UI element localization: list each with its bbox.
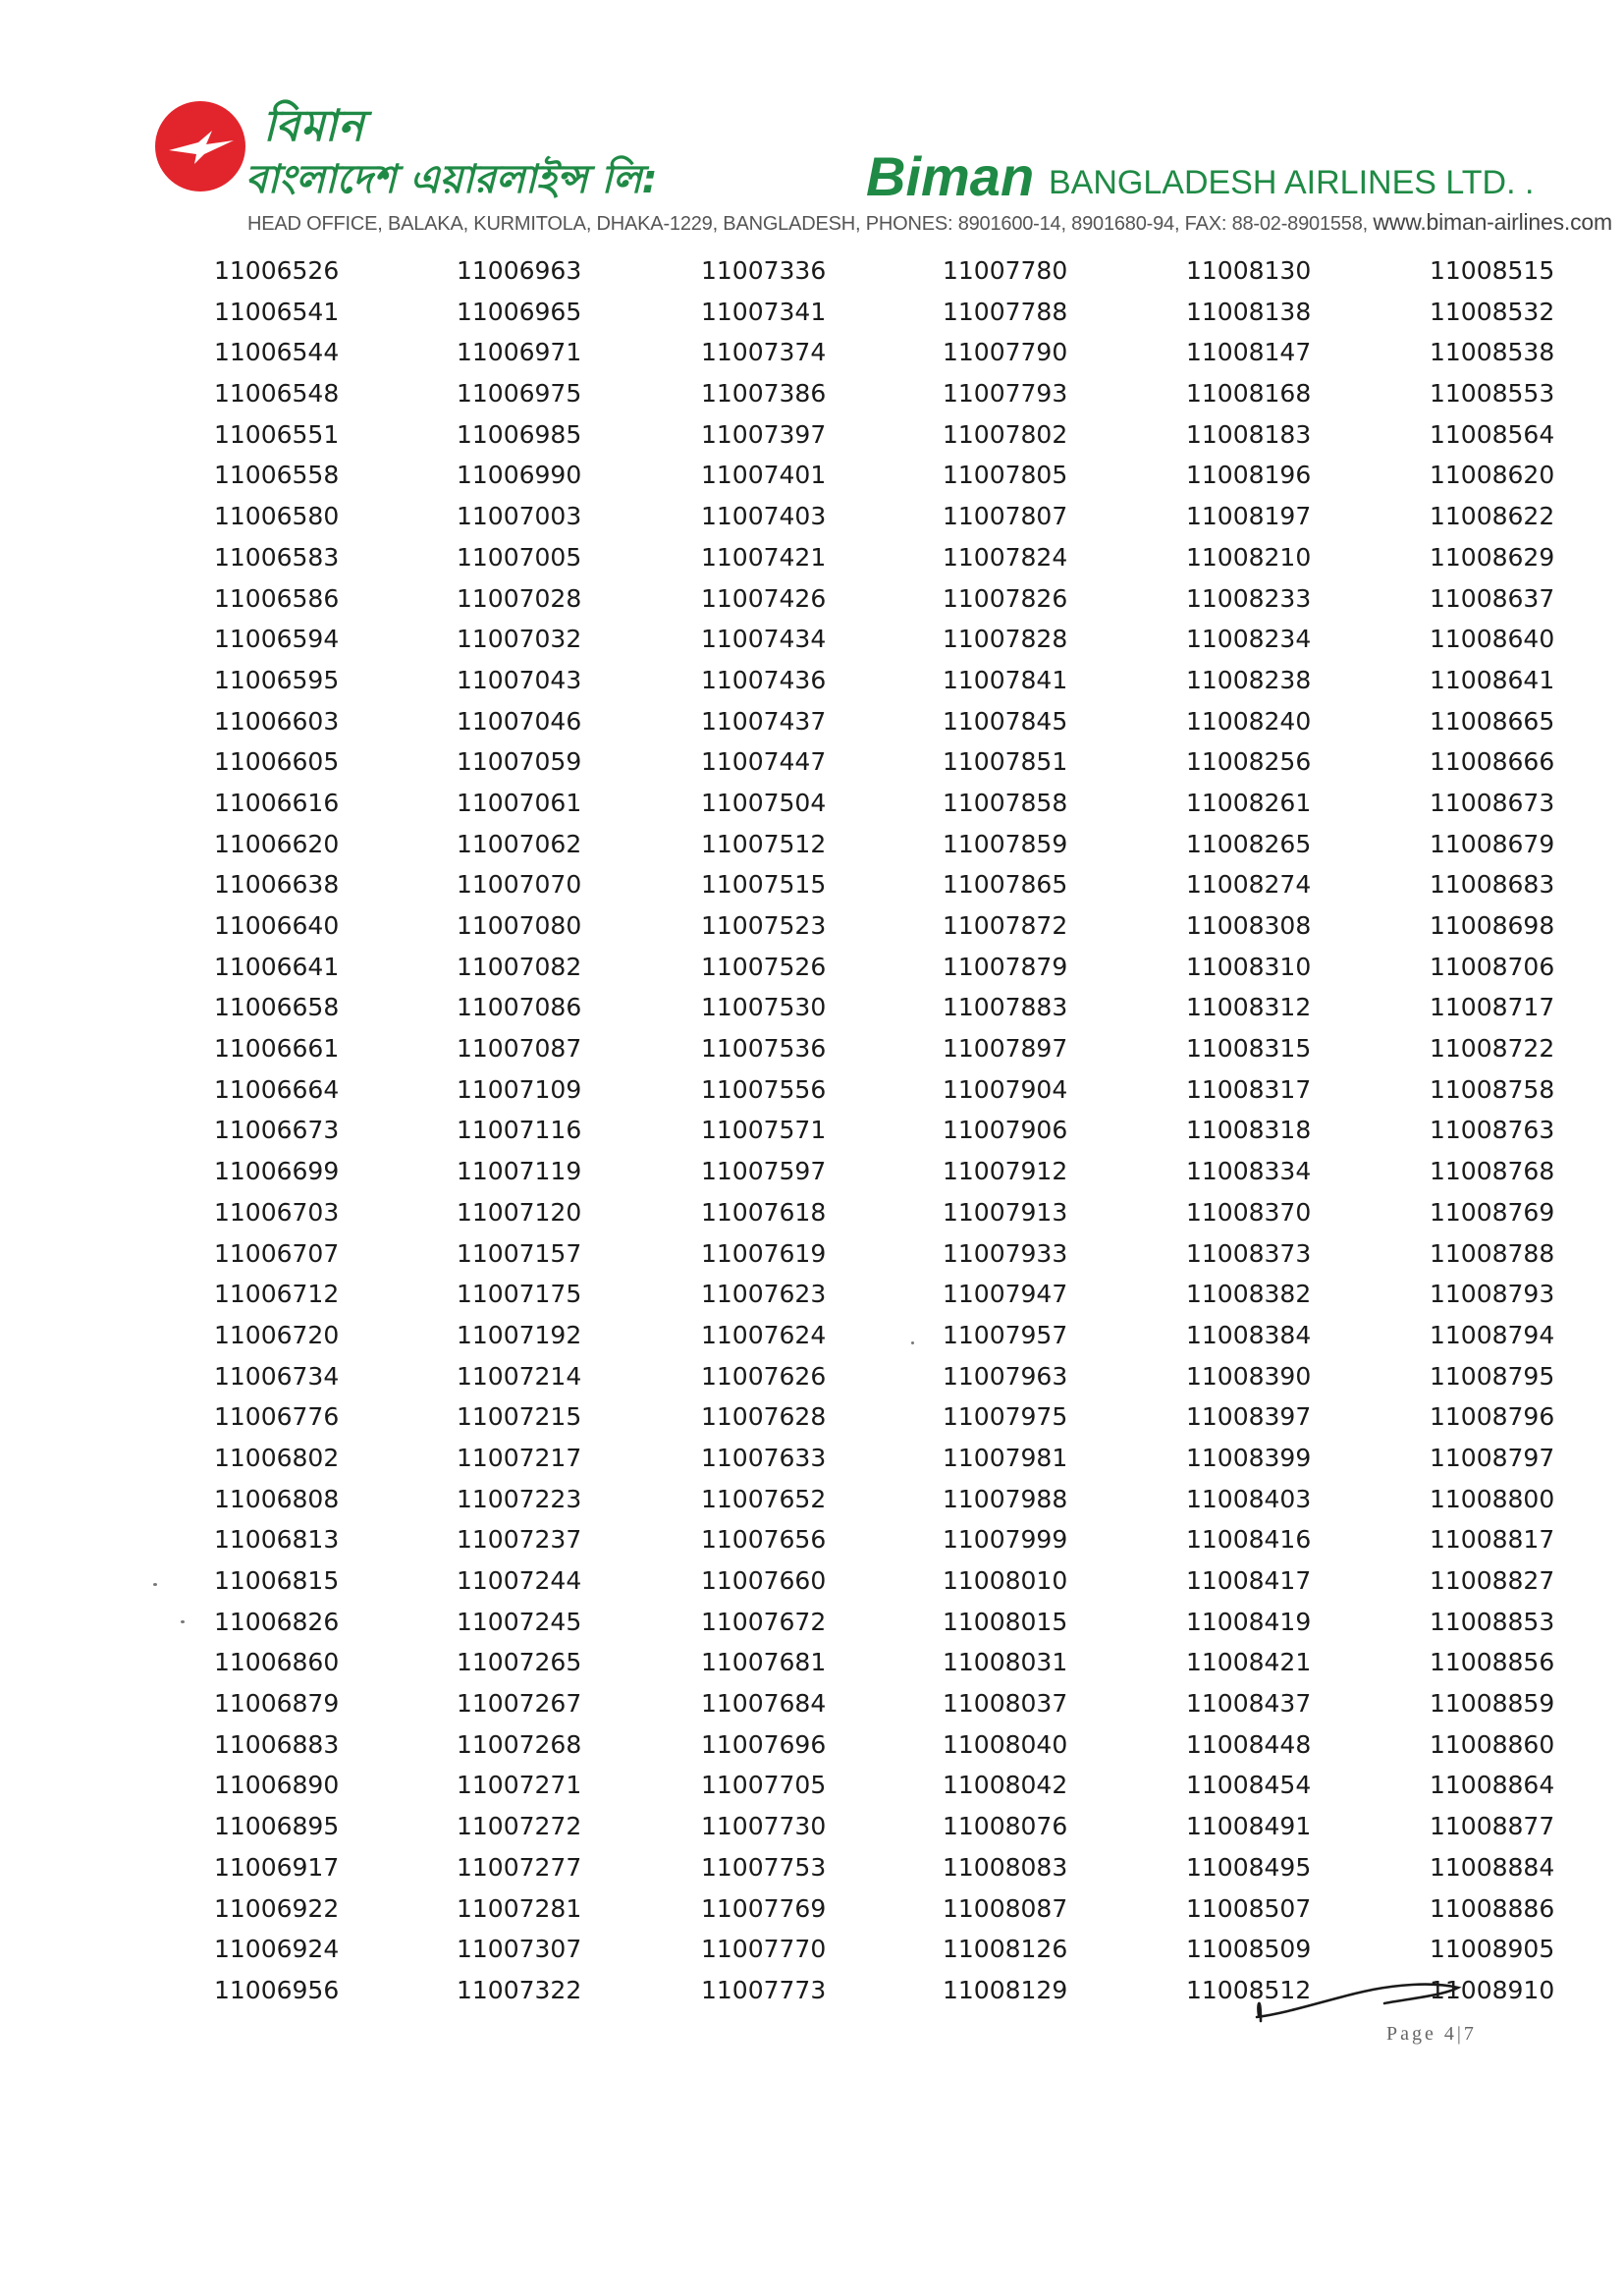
roll-number: 11008515 <box>1430 256 1555 285</box>
roll-number: 11008240 <box>1186 706 1312 736</box>
roll-number: 11007623 <box>701 1280 827 1309</box>
roll-number: 11007080 <box>457 911 582 940</box>
roll-number: 11007082 <box>457 952 582 981</box>
roll-number: 11007214 <box>457 1361 582 1391</box>
roll-number: 11007684 <box>701 1689 827 1719</box>
bird-icon <box>155 101 245 191</box>
roll-number: 11008827 <box>1430 1566 1555 1595</box>
roll-number: 11007656 <box>701 1525 827 1555</box>
roll-number: 11008382 <box>1186 1280 1312 1309</box>
roll-number: 11007619 <box>701 1238 827 1268</box>
roll-number: 11008129 <box>943 1975 1068 2004</box>
roll-number: 11008641 <box>1430 665 1555 694</box>
roll-number: 11007116 <box>457 1116 582 1145</box>
roll-number: 11007157 <box>457 1238 582 1268</box>
roll-number: 11007975 <box>943 1402 1068 1432</box>
roll-number: 11006658 <box>214 993 340 1022</box>
roll-number: 11007244 <box>457 1566 582 1595</box>
roll-number: 11008197 <box>1186 502 1312 531</box>
letterhead <box>147 93 1612 241</box>
roll-number: 11008399 <box>1186 1443 1312 1472</box>
roll-number: 11008310 <box>1186 952 1312 981</box>
roll-number: 11006586 <box>214 583 340 613</box>
roll-number: 11008507 <box>1186 1893 1312 1923</box>
roll-number: 11007696 <box>701 1729 827 1759</box>
roll-number: 11008796 <box>1430 1402 1555 1432</box>
roll-number: 11008037 <box>943 1689 1068 1719</box>
roll-number: 11007770 <box>701 1935 827 1964</box>
roll-number: 11006712 <box>214 1280 340 1309</box>
roll-number: 11007062 <box>457 829 582 858</box>
roll-number: 11007705 <box>701 1771 827 1800</box>
roll-number: 11008491 <box>1186 1812 1312 1841</box>
roll-number: 11006548 <box>214 379 340 409</box>
roll-number: 11007556 <box>701 1074 827 1104</box>
roll-number: 11007059 <box>457 747 582 777</box>
roll-number: 11007120 <box>457 1197 582 1227</box>
roll-number: 11007988 <box>943 1484 1068 1513</box>
roll-number: 11008853 <box>1430 1607 1555 1636</box>
roll-number: 11007672 <box>701 1607 827 1636</box>
roll-number: 11008397 <box>1186 1402 1312 1432</box>
roll-number: 11008454 <box>1186 1771 1312 1800</box>
roll-number: 11007119 <box>457 1157 582 1186</box>
roll-number: 11008509 <box>1186 1935 1312 1964</box>
roll-number: 11008495 <box>1186 1852 1312 1882</box>
roll-number: 11006544 <box>214 338 340 367</box>
roll-number: 11008706 <box>1430 952 1555 981</box>
number-column <box>457 250 581 2011</box>
roll-number: 11008015 <box>943 1607 1068 1636</box>
roll-number: 11007237 <box>457 1525 582 1555</box>
roll-number: 11008717 <box>1430 993 1555 1022</box>
roll-number: 11007175 <box>457 1280 582 1309</box>
roll-number: 11006640 <box>214 911 340 940</box>
roll-number: 11008437 <box>1186 1689 1312 1719</box>
roll-number: 11006603 <box>214 706 340 736</box>
roll-number: 11007912 <box>943 1157 1068 1186</box>
roll-number: 11006890 <box>214 1771 340 1800</box>
roll-number: 11008859 <box>1430 1689 1555 1719</box>
roll-number: 11007215 <box>457 1402 582 1432</box>
roll-number: 11007046 <box>457 706 582 736</box>
roll-number: 11008665 <box>1430 706 1555 736</box>
roll-number: 11007447 <box>701 747 827 777</box>
roll-number: 11008274 <box>1186 870 1312 900</box>
roll-number: 11007003 <box>457 502 582 531</box>
roll-number: 11007730 <box>701 1812 827 1841</box>
roll-number: 11006620 <box>214 829 340 858</box>
roll-number: 11008679 <box>1430 829 1555 858</box>
roll-number: 11007879 <box>943 952 1068 981</box>
roll-number: 11007626 <box>701 1361 827 1391</box>
bengali-company-name: বাংলাদেশ এয়ারলাইন্স লি: <box>245 157 658 202</box>
roll-number: 11008010 <box>943 1566 1068 1595</box>
roll-number: 11007872 <box>943 911 1068 940</box>
roll-number: 11008373 <box>1186 1238 1312 1268</box>
roll-number: 11006924 <box>214 1935 340 1964</box>
roll-number: 11006813 <box>214 1525 340 1555</box>
roll-number: 11007865 <box>943 870 1068 900</box>
roll-number: 11007933 <box>943 1238 1068 1268</box>
roll-number: 11008640 <box>1430 625 1555 654</box>
roll-number: 11006922 <box>214 1893 340 1923</box>
roll-number: 11008860 <box>1430 1729 1555 1759</box>
roll-number: 11007947 <box>943 1280 1068 1309</box>
roll-number: 11007032 <box>457 625 582 654</box>
website-link[interactable]: www.biman-airlines.com <box>1373 209 1612 235</box>
scan-speck <box>181 1620 185 1623</box>
roll-number: 11007981 <box>943 1443 1068 1472</box>
roll-number: 11007753 <box>701 1852 827 1882</box>
roll-number: 11007005 <box>457 542 582 572</box>
roll-number: 11006664 <box>214 1074 340 1104</box>
roll-number: 11008553 <box>1430 379 1555 409</box>
roll-number: 11008797 <box>1430 1443 1555 1472</box>
roll-number: 11008788 <box>1430 1238 1555 1268</box>
roll-number: 11008256 <box>1186 747 1312 777</box>
roll-number: 11007403 <box>701 502 827 531</box>
roll-number: 11006638 <box>214 870 340 900</box>
roll-number: 11007826 <box>943 583 1068 613</box>
roll-number: 11008622 <box>1430 502 1555 531</box>
roll-number: 11006673 <box>214 1116 340 1145</box>
roll-number: 11008183 <box>1186 419 1312 449</box>
roll-number: 11008196 <box>1186 461 1312 490</box>
roll-number: 11007790 <box>943 338 1068 367</box>
roll-number: 11007906 <box>943 1116 1068 1145</box>
roll-number: 11007628 <box>701 1402 827 1432</box>
number-column <box>214 250 339 2011</box>
roll-number: 11008448 <box>1186 1729 1312 1759</box>
roll-number: 11008417 <box>1186 1566 1312 1595</box>
roll-number: 11008083 <box>943 1852 1068 1882</box>
number-column <box>943 250 1067 2011</box>
roll-number: 11007434 <box>701 625 827 654</box>
roll-number: 11008905 <box>1430 1935 1555 1964</box>
roll-number: 11007265 <box>457 1648 582 1677</box>
roll-number: 11007773 <box>701 1975 827 2004</box>
roll-number: 11007217 <box>457 1443 582 1472</box>
roll-number: 11008238 <box>1186 665 1312 694</box>
roll-number: 11006971 <box>457 338 582 367</box>
roll-number: 11008265 <box>1186 829 1312 858</box>
roll-number: 11008318 <box>1186 1116 1312 1145</box>
address-text: HEAD OFFICE, BALAKA, KURMITOLA, DHAKA-1229, BANGLADESH, PHONES: 8901600-14, 8901680-94, FAX: 88-02-8901558, <box>247 213 1369 235</box>
roll-number: 11008042 <box>943 1771 1068 1800</box>
roll-number: 11007426 <box>701 583 827 613</box>
number-column <box>701 250 826 2011</box>
roll-number: 11007268 <box>457 1729 582 1759</box>
roll-number: 11008138 <box>1186 297 1312 326</box>
roll-number: 11007633 <box>701 1443 827 1472</box>
roll-number: 11007618 <box>701 1197 827 1227</box>
roll-number: 11007841 <box>943 665 1068 694</box>
roll-number: 11007897 <box>943 1034 1068 1064</box>
roll-number: 11008564 <box>1430 419 1555 449</box>
roll-number: 11007805 <box>943 461 1068 490</box>
roll-number: 11008147 <box>1186 338 1312 367</box>
roll-number: 11008758 <box>1430 1074 1555 1104</box>
roll-number: 11008168 <box>1186 379 1312 409</box>
roll-number: 11008384 <box>1186 1320 1312 1349</box>
roll-number: 11007845 <box>943 706 1068 736</box>
roll-number: 11008419 <box>1186 1607 1312 1636</box>
roll-number: 11008512 <box>1186 1975 1312 2004</box>
roll-number: 11007307 <box>457 1935 582 1964</box>
roll-number: 11008877 <box>1430 1812 1555 1841</box>
roll-number: 11007913 <box>943 1197 1068 1227</box>
roll-number: 11007802 <box>943 419 1068 449</box>
roll-number: 11008334 <box>1186 1157 1312 1186</box>
roll-number: 11006815 <box>214 1566 340 1595</box>
roll-number: 11006558 <box>214 461 340 490</box>
roll-number: 11008031 <box>943 1648 1068 1677</box>
roll-number: 11008370 <box>1186 1197 1312 1227</box>
roll-number: 11008793 <box>1430 1280 1555 1309</box>
roll-number: 11007043 <box>457 665 582 694</box>
roll-number: 11008817 <box>1430 1525 1555 1555</box>
roll-number: 11007788 <box>943 297 1068 326</box>
roll-number: 11008315 <box>1186 1034 1312 1064</box>
roll-number: 11006883 <box>214 1729 340 1759</box>
roll-number: 11006917 <box>214 1852 340 1882</box>
roll-number: 11008421 <box>1186 1648 1312 1677</box>
roll-number: 11006776 <box>214 1402 340 1432</box>
roll-number: 11006583 <box>214 542 340 572</box>
roll-number: 11008416 <box>1186 1525 1312 1555</box>
roll-number: 11007386 <box>701 379 827 409</box>
roll-number: 11007223 <box>457 1484 582 1513</box>
roll-number: 11008910 <box>1430 1975 1555 2004</box>
roll-number: 11008620 <box>1430 461 1555 490</box>
roll-number: 11007526 <box>701 952 827 981</box>
roll-number: 11007536 <box>701 1034 827 1064</box>
roll-number: 11007523 <box>701 911 827 940</box>
roll-number: 11008403 <box>1186 1484 1312 1513</box>
roll-number: 11008317 <box>1186 1074 1312 1104</box>
roll-number: 11007963 <box>943 1361 1068 1391</box>
scan-speck <box>911 1341 914 1344</box>
number-column <box>1430 250 1554 2011</box>
roll-number: 11006595 <box>214 665 340 694</box>
roll-number: 11006605 <box>214 747 340 777</box>
roll-number: 11006580 <box>214 502 340 531</box>
roll-number: 11006526 <box>214 256 340 285</box>
roll-number: 11007957 <box>943 1320 1068 1349</box>
roll-number: 11008130 <box>1186 256 1312 285</box>
roll-number: 11008698 <box>1430 911 1555 940</box>
scan-speck <box>153 1583 157 1586</box>
roll-number: 11007859 <box>943 829 1068 858</box>
head-office-address <box>247 209 1612 236</box>
roll-number: 11008312 <box>1186 993 1312 1022</box>
roll-number: 11008126 <box>943 1935 1068 1964</box>
roll-number: 11008683 <box>1430 870 1555 900</box>
roll-number: 11008763 <box>1430 1116 1555 1145</box>
roll-number: 11007851 <box>943 747 1068 777</box>
roll-number: 11007807 <box>943 502 1068 531</box>
roll-number: 11007504 <box>701 788 827 817</box>
bengali-brand-name: বিমান <box>263 101 365 151</box>
roll-number: 11007681 <box>701 1648 827 1677</box>
roll-number: 11007999 <box>943 1525 1068 1555</box>
roll-number: 11006699 <box>214 1157 340 1186</box>
roll-number: 11007070 <box>457 870 582 900</box>
roll-number: 11008637 <box>1430 583 1555 613</box>
roll-number: 11006551 <box>214 419 340 449</box>
roll-number: 11008794 <box>1430 1320 1555 1349</box>
roll-number: 11007277 <box>457 1852 582 1882</box>
roll-number: 11006720 <box>214 1320 340 1349</box>
roll-number: 11008886 <box>1430 1893 1555 1923</box>
roll-number: 11008884 <box>1430 1852 1555 1882</box>
roll-number: 11008768 <box>1430 1157 1555 1186</box>
roll-number: 11007793 <box>943 379 1068 409</box>
roll-number: 11007421 <box>701 542 827 572</box>
roll-number: 11006661 <box>214 1034 340 1064</box>
roll-number: 11007322 <box>457 1975 582 2004</box>
roll-number: 11008864 <box>1430 1771 1555 1800</box>
brand-company-suffix: BANGLADESH AIRLINES LTD. . <box>1049 164 1535 201</box>
biman-logo <box>155 101 245 191</box>
roll-number: 11008234 <box>1186 625 1312 654</box>
roll-number: 11007624 <box>701 1320 827 1349</box>
roll-number: 11006808 <box>214 1484 340 1513</box>
roll-number: 11006990 <box>457 461 582 490</box>
roll-number: 11006641 <box>214 952 340 981</box>
roll-number: 11008233 <box>1186 583 1312 613</box>
roll-number: 11007192 <box>457 1320 582 1349</box>
roll-number: 11008800 <box>1430 1484 1555 1513</box>
roll-number: 11008795 <box>1430 1361 1555 1391</box>
roll-number: 11007436 <box>701 665 827 694</box>
roll-number: 11007028 <box>457 583 582 613</box>
roll-number: 11006703 <box>214 1197 340 1227</box>
roll-number: 11006963 <box>457 256 582 285</box>
roll-number: 11007271 <box>457 1771 582 1800</box>
roll-number: 11006594 <box>214 625 340 654</box>
roll-number: 11006895 <box>214 1812 340 1841</box>
roll-number: 11008261 <box>1186 788 1312 817</box>
roll-number: 11006956 <box>214 1975 340 2004</box>
roll-number: 11008087 <box>943 1893 1068 1923</box>
roll-number: 11008210 <box>1186 542 1312 572</box>
roll-number: 11007336 <box>701 256 827 285</box>
roll-number: 11006965 <box>457 297 582 326</box>
roll-number: 11006802 <box>214 1443 340 1472</box>
roll-number: 11008532 <box>1430 297 1555 326</box>
roll-number: 11008040 <box>943 1729 1068 1759</box>
roll-number: 11006879 <box>214 1689 340 1719</box>
roll-number: 11006616 <box>214 788 340 817</box>
roll-number: 11007769 <box>701 1893 827 1923</box>
roll-number: 11007267 <box>457 1689 582 1719</box>
roll-number: 11007904 <box>943 1074 1068 1104</box>
roll-number: 11008076 <box>943 1812 1068 1841</box>
roll-number: 11007397 <box>701 419 827 449</box>
roll-number: 11008666 <box>1430 747 1555 777</box>
roll-number: 11007824 <box>943 542 1068 572</box>
roll-number: 11008629 <box>1430 542 1555 572</box>
page-number: Page 4|7 <box>1386 2023 1477 2045</box>
roll-number: 11008538 <box>1430 338 1555 367</box>
roll-number: 11006826 <box>214 1607 340 1636</box>
roll-number: 11008769 <box>1430 1197 1555 1227</box>
roll-number: 11006985 <box>457 419 582 449</box>
roll-number: 11007652 <box>701 1484 827 1513</box>
roll-number: 11007660 <box>701 1566 827 1595</box>
roll-number: 11007512 <box>701 829 827 858</box>
roll-number: 11006975 <box>457 379 582 409</box>
roll-number: 11007086 <box>457 993 582 1022</box>
roll-number: 11007828 <box>943 625 1068 654</box>
roll-number: 11007341 <box>701 297 827 326</box>
roll-number: 11008722 <box>1430 1034 1555 1064</box>
roll-number: 11007597 <box>701 1157 827 1186</box>
roll-number: 11007109 <box>457 1074 582 1104</box>
roll-number: 11006541 <box>214 297 340 326</box>
roll-number: 11008390 <box>1186 1361 1312 1391</box>
roll-number: 11007281 <box>457 1893 582 1923</box>
roll-number: 11008856 <box>1430 1648 1555 1677</box>
roll-number: 11007437 <box>701 706 827 736</box>
roll-number: 11007780 <box>943 256 1068 285</box>
roll-number: 11006860 <box>214 1648 340 1677</box>
roll-number: 11007883 <box>943 993 1068 1022</box>
brand-name: Biman <box>866 145 1035 207</box>
number-column <box>1186 250 1311 2011</box>
roll-number: 11007858 <box>943 788 1068 817</box>
roll-number: 11007374 <box>701 338 827 367</box>
roll-number: 11006734 <box>214 1361 340 1391</box>
roll-number: 11007061 <box>457 788 582 817</box>
roll-number: 11007571 <box>701 1116 827 1145</box>
roll-number: 11008673 <box>1430 788 1555 817</box>
roll-number: 11008308 <box>1186 911 1312 940</box>
roll-number: 11007515 <box>701 870 827 900</box>
roll-number: 11007245 <box>457 1607 582 1636</box>
roll-number: 11007272 <box>457 1812 582 1841</box>
roll-number: 11006707 <box>214 1238 340 1268</box>
roll-number: 11007530 <box>701 993 827 1022</box>
roll-number: 11007087 <box>457 1034 582 1064</box>
roll-number: 11007401 <box>701 461 827 490</box>
